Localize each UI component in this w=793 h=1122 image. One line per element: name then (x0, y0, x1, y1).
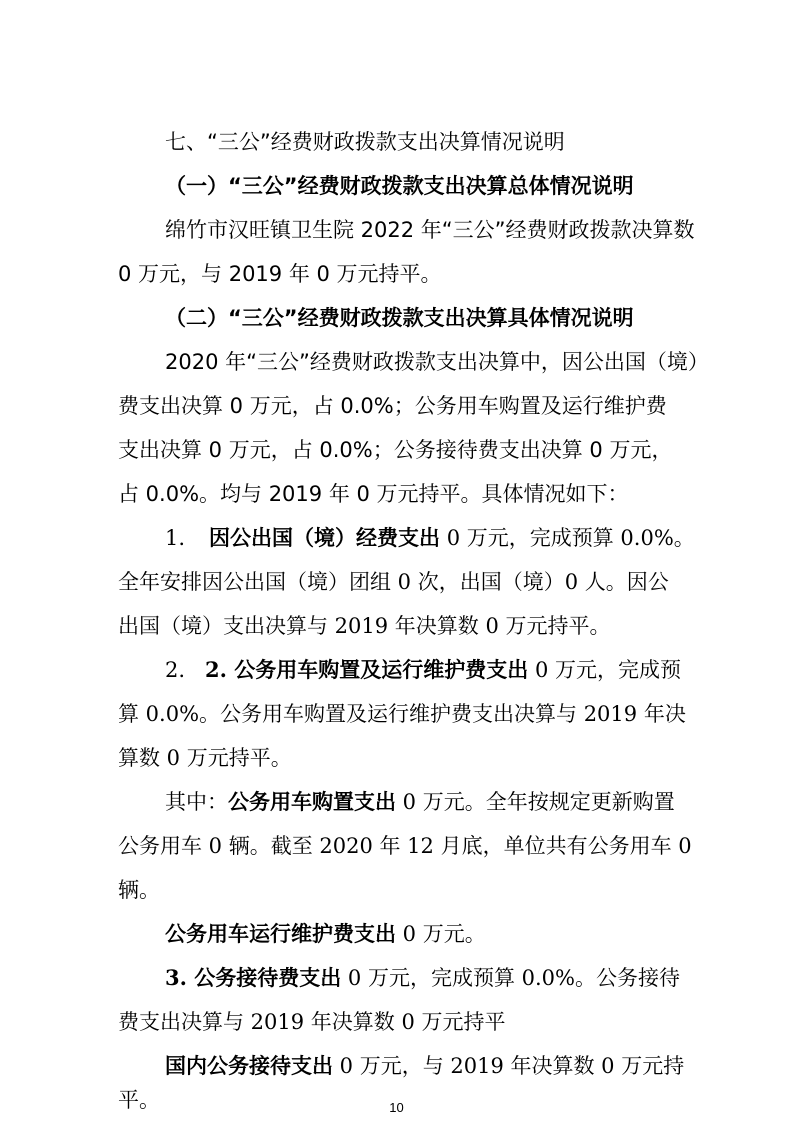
item-3-heading (165, 964, 680, 992)
item-2-label: 2. 公务用车购置及运行维护费支出 (205, 657, 529, 682)
subsection-2-text: 支出决算 0 万元，占 0.0%；公务接待费支出决算 0 万元， (118, 438, 673, 462)
vehicle-maintenance-paragraph (165, 920, 486, 948)
item-2-number: 2. (165, 658, 186, 682)
domestic-reception-value: 0 万元，与 2019 年决算数 0 万元持 (333, 1054, 685, 1078)
item-1-label: 因公出国（境）经费支出 (209, 525, 441, 550)
item-3-text: 费支出决算与 2019 年决算数 0 万元持平 (118, 1010, 506, 1034)
item-1-value: 0 万元，完成预算 0.0%。 (440, 526, 695, 550)
item-1-number: 1. (165, 526, 186, 550)
vehicle-purchase-prefix: 其中： (165, 790, 228, 814)
item-1-text: 全年安排因公出国（境）团组 0 次，出国（境）0 人。因公 (118, 570, 669, 594)
vehicle-purchase-label: 公务用车购置支出 (228, 789, 396, 814)
item-3-value: 0 万元，完成预算 0.0%。公务接待 (341, 966, 680, 990)
item-2-value: 0 万元，完成预 (528, 658, 681, 682)
subsection-2-text: 费支出决算 0 万元，占 0.0%；公务用车购置及运行维护费 (118, 394, 667, 418)
page-number: 10 (389, 1100, 404, 1115)
domestic-reception-label: 国内公务接待支出 (165, 1053, 333, 1078)
subsection-1-title: （一）“三公”经费财政拨款支出决算总体情况说明 (165, 174, 634, 198)
domestic-reception-paragraph (165, 1052, 684, 1080)
subsection-2-text: 2020 年“三公”经费财政拨款支出决算中，因公出国（境） (165, 350, 709, 374)
vehicle-maintenance-value: 0 万元。 (396, 922, 486, 946)
subsection-2-text: 占 0.0%。均与 2019 年 0 万元持平。具体情况如下： (118, 482, 629, 506)
vehicle-purchase-text: 公务用车 0 辆。截至 2020 年 12 月底，单位共有公务用车 0 (118, 834, 692, 858)
subsection-2-title: （二）“三公”经费财政拨款支出决算具体情况说明 (165, 306, 634, 330)
subsection-1-text: 绵竹市汉旺镇卫生院 2022 年“三公”经费财政拨款决算数 (165, 218, 695, 242)
domestic-reception-text: 平。 (118, 1088, 160, 1112)
item-2-text: 算 0.0%。公务用车购置及运行维护费支出决算与 2019 年决 (118, 702, 686, 726)
item-3-label: 3. 公务接待费支出 (165, 965, 342, 990)
section-title: 七、“三公”经费财政拨款支出决算情况说明 (165, 130, 565, 154)
item-1-text: 出国（境）支出决算与 2019 年决算数 0 万元持平。 (118, 614, 611, 638)
vehicle-purchase-text: 辆。 (118, 878, 160, 902)
subsection-1-text: 0 万元，与 2019 年 0 万元持平。 (118, 262, 442, 286)
vehicle-purchase-paragraph (165, 788, 675, 816)
item-2-heading (165, 656, 681, 684)
item-2-text: 算数 0 万元持平。 (118, 746, 292, 770)
item-1-heading (165, 524, 695, 552)
vehicle-purchase-value: 0 万元。全年按规定更新购置 (396, 790, 675, 814)
vehicle-maintenance-label: 公务用车运行维护费支出 (165, 921, 396, 946)
